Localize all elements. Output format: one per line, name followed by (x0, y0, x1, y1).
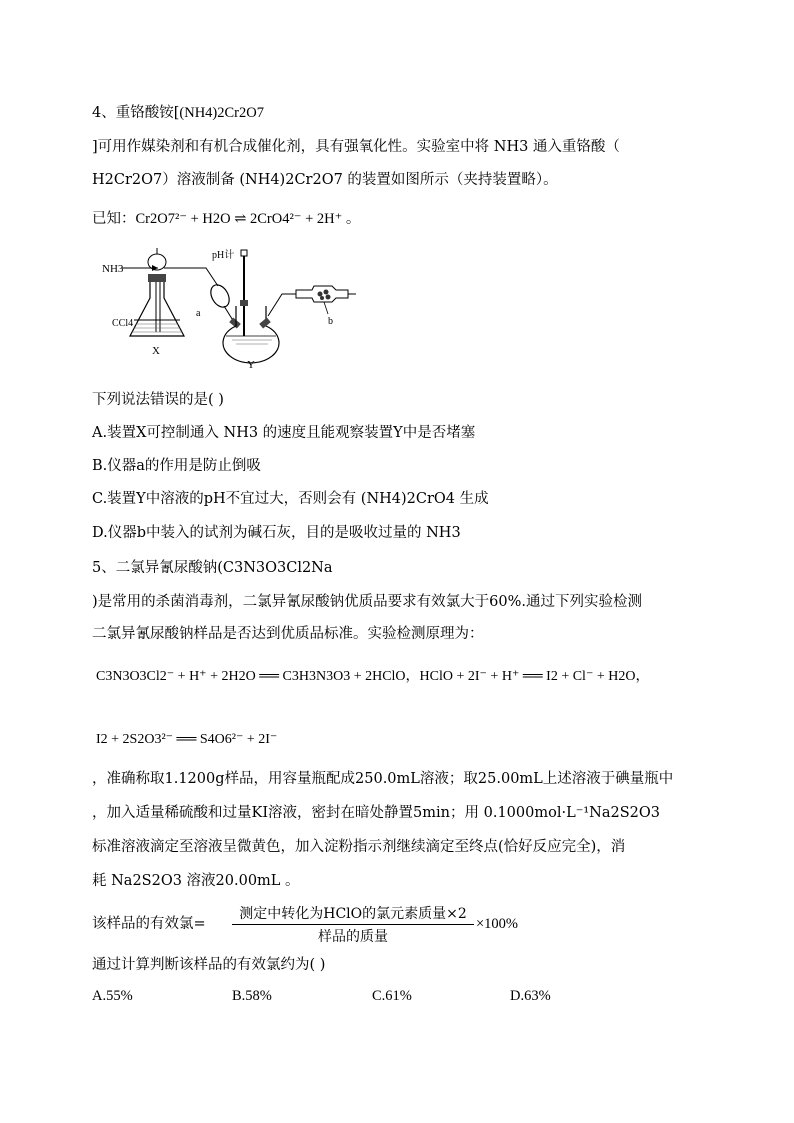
q4-option-c: C.装置Y中溶液的pH不宜过大，否则会有 (NH4)2CrO4 生成 (92, 491, 489, 507)
apparatus-figure (100, 240, 360, 376)
fig-label-nh3: NH3 (102, 263, 124, 275)
fig-label-b: b (328, 316, 333, 327)
q5-line3: 二氯异氰尿酸钠样品是否达到优质品标准。实验检测原理为： (92, 626, 484, 642)
q5-option-a: A.55% (92, 988, 133, 1004)
fig-label-a: a (196, 308, 201, 319)
q5-para1: ，准确称取1.1200g样品，用容量瓶配成250.0mL溶液；取25.00mL上述溶液于碘量瓶中 (92, 771, 674, 787)
q5-para3: 标准溶液滴定至溶液呈微黄色，加入淀粉指示剂继续滴定至终点(恰好反应完全)，消 (92, 839, 626, 855)
q4-known-equation: Cr2O7²⁻ + H2O ⇌ 2CrO4²⁻ + 2H⁺ 。 (135, 211, 361, 227)
q5-line2: )是常用的杀菌消毒剂，二氯异氰尿酸钠优质品要求有效氯大于60%.通过下列实验检测 (92, 594, 642, 610)
q5-para2: ，加入适量稀硫酸和过量KI溶液，密封在暗处静置5min；用 0.1000mol·L⁻¹Na2S2O3 (92, 805, 661, 821)
q5-fraction-numerator: 测定中转化为HClO的氯元素质量×2 (232, 903, 474, 925)
q5-definition-fraction (232, 903, 474, 946)
q5-line1: 5、二氯异氰尿酸钠(C3N3O3Cl2Na (92, 560, 333, 576)
q4-known-label: 已知： (92, 211, 136, 227)
q4-line1-prefix: 4、重铬酸铵[ (92, 105, 180, 121)
q4-option-b: B.仪器a的作用是防止倒吸 (92, 458, 261, 474)
q4-line2: ]可用作媒染剂和有机合成催化剂，具有强氧化性。实验室中将 NH3 通入重铬酸（ (92, 139, 620, 155)
q4-stem: 下列说法错误的是( ) (92, 392, 224, 408)
q5-definition-label: 该样品的有效氯= (92, 916, 206, 932)
q5-para4: 耗 Na2S2O3 溶液20.00mL 。 (92, 873, 300, 889)
fig-label-ph: pH计 (212, 250, 235, 261)
q4-line1-formula: (NH4)2Cr2O7 (179, 105, 264, 121)
fig-label-y: Y (247, 359, 255, 371)
fig-label-ccl4: CCl4 (112, 318, 134, 329)
q5-option-d: D.63% (510, 988, 551, 1004)
q5-equation1: C3N3O3Cl2⁻ + H⁺ + 2H2O ══ C3H3N3O3 + 2HClO，HClO + 2I⁻ + H⁺ ══ I2 + Cl⁻ + H2O， (96, 669, 650, 684)
q4-option-d: D.仪器b中装入的试剂为碱石灰，目的是吸收过量的 NH3 (92, 525, 461, 541)
q5-option-b: B.58% (232, 988, 272, 1004)
q4-line3: H2Cr2O7）溶液制备 (NH4)2Cr2O7 的装置如图所示（夹持装置略）。 (92, 172, 558, 188)
q5-fraction-denominator: 样品的质量 (318, 929, 388, 945)
q4-line1 (92, 103, 264, 123)
q5-equation2: I2 + 2S2O3²⁻ ══ S4O6²⁻ + 2I⁻ (96, 732, 278, 747)
q5-definition-suffix: ×100% (476, 916, 519, 932)
q4-line4 (92, 209, 360, 229)
q5-option-c: C.61% (372, 988, 412, 1004)
q5-stem: 通过计算判断该样品的有效氯约为( ) (92, 957, 326, 973)
q4-option-a: A.装置X可控制通入 NH3 的速度且能观察装置Y中是否堵塞 (92, 425, 476, 441)
fig-label-x: X (152, 345, 160, 357)
